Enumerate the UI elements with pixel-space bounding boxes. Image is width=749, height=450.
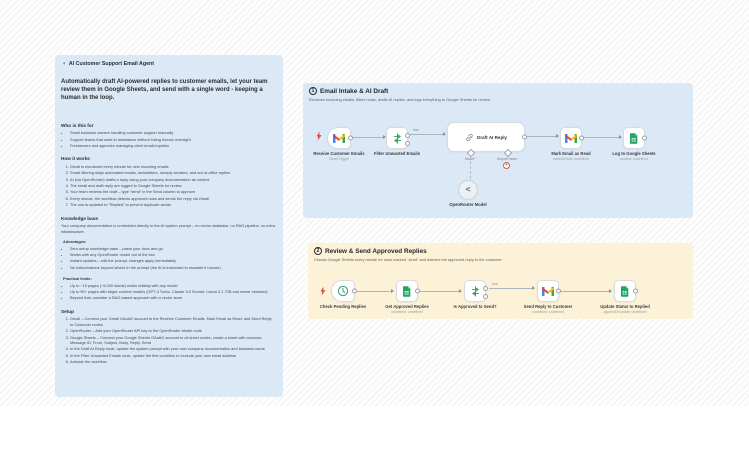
node-label: OpenRouter Model <box>449 202 487 207</box>
sticky-section-review-send[interactable] <box>308 243 693 319</box>
arrowhead-icon <box>532 286 535 290</box>
node-subtitle: markAsRead: undefined <box>552 156 590 161</box>
section-subtitle: Checks Google Sheets every minute for rows marked "send" and delivers the approved reply to the customer. <box>314 257 503 262</box>
node-draft-ai-reply[interactable] <box>447 122 525 152</box>
add-output-parser-button[interactable] <box>503 162 510 169</box>
note-bullet: • Small business owners handling customer support manually <box>70 130 275 136</box>
note-bullet: • Freelancers and agencies managing client email inquiries <box>70 143 275 149</box>
node-label: Log to Google Sheets <box>612 151 656 156</box>
arrowhead-icon <box>556 134 559 138</box>
section-number-badge: 2 <box>314 247 322 255</box>
node-update-status-to-replied[interactable] <box>600 280 650 314</box>
google-sheets-icon <box>621 286 629 297</box>
note-step: 4. In the Draft AI Reply node, update the system prompt with your own company documentation and business name <box>70 346 275 352</box>
output-parser-port-label: Output Parser <box>496 157 518 161</box>
trigger-bolt-icon <box>316 131 322 141</box>
google-sheets-icon <box>630 133 638 144</box>
note-bullet: • Zero-setup knowledge base – paste your docs and go <box>70 246 275 252</box>
note-bullet: • Beyond that, consider a RAG-based approach with a vector store <box>70 295 275 301</box>
section-title: Email Intake & AI Draft <box>320 87 389 95</box>
output-port-false[interactable] <box>405 141 410 146</box>
node-body[interactable] <box>396 280 418 302</box>
output-port[interactable] <box>556 289 561 294</box>
node-subtitle: appendOrUpdate: undefined <box>603 309 647 314</box>
node-label: Update Status to Replied <box>600 304 650 309</box>
node-send-reply-to-customer[interactable] <box>523 280 573 314</box>
note-step: 1. Gmail – Connect your Gmail OAuth2 account to the Receive Customer Emails, Mark Email as Read, and Send Reply to Customer nodes <box>70 316 275 327</box>
note-intro: Automatically draft AI-powered replies to customer emails, let your team review them in Google Sheets, and send with a single word - keeping a human in the loop. <box>61 79 268 101</box>
node-subtitle: append: undefined <box>619 156 649 161</box>
node-openrouter-model[interactable] <box>449 180 487 207</box>
node-label: Mark Email as Read <box>551 151 591 156</box>
note-bullet: • Up to 50+ pages with larger-context models (GPT-4 Turbo, Claude 3.5 Sonnet, Llama 3.1 70B and newer versions) <box>70 289 275 295</box>
output-port[interactable] <box>348 136 353 141</box>
node-body[interactable] <box>614 280 636 302</box>
note-heading-knowledge-base: Knowledge base <box>61 215 98 221</box>
section-number-badge: 1 <box>309 87 317 95</box>
note-title: 📧 AI Customer Support Email Agent <box>61 61 155 67</box>
connection-line <box>584 137 621 138</box>
note-step: 3. AI (via OpenRouter) drafts a reply using your company documentation as context <box>70 177 275 183</box>
output-port[interactable] <box>633 289 638 294</box>
node-body[interactable] <box>331 280 355 302</box>
note-list-setup <box>61 316 275 364</box>
chain-link-icon <box>465 133 474 142</box>
gmail-icon <box>542 287 554 296</box>
note-list-advantages <box>61 246 275 271</box>
note-step: 4. The email and draft reply are logged to Google Sheets for review <box>70 183 275 189</box>
branch-arrows-icon <box>470 286 481 297</box>
node-is-approved-to-send[interactable] <box>453 280 497 309</box>
note-step: 1. Gmail is monitored every minute for new incoming emails <box>70 164 275 170</box>
note-bullet: • Instant updates – edit the prompt, changes apply immediately <box>70 258 275 264</box>
required-marker: * <box>473 157 476 161</box>
sticky-section-email-intake[interactable] <box>303 83 693 218</box>
node-caption <box>592 151 676 161</box>
node-mark-email-as-read[interactable] <box>551 127 591 161</box>
arrowhead-icon <box>609 289 612 293</box>
node-label: Check Pending Replies <box>319 304 367 309</box>
node-label: Receive Customer Emails <box>313 151 365 156</box>
node-body[interactable] <box>447 122 525 152</box>
output-port[interactable] <box>522 135 527 140</box>
note-step: 5. In the Filter Unwanted Emails node, update the first condition to exclude your own email address <box>70 353 275 359</box>
connection-line <box>410 134 445 135</box>
node-label: Filter Unwanted Emails <box>373 151 421 156</box>
trigger-bolt-icon <box>320 286 326 296</box>
note-step: 2. OpenRouter – Add your OpenRouter API key to the OpenRouter Model node <box>70 328 275 334</box>
connection-line <box>527 136 558 137</box>
node-log-to-google-sheets[interactable] <box>612 127 656 161</box>
branch-arrows-icon <box>392 133 403 144</box>
node-body[interactable] <box>464 280 486 302</box>
node-caption <box>426 202 510 207</box>
output-port[interactable] <box>642 136 647 141</box>
gmail-icon <box>333 134 345 143</box>
arrowhead-icon <box>443 132 446 136</box>
section-title-row <box>314 247 687 255</box>
arrowhead-icon <box>391 289 394 293</box>
output-port[interactable] <box>579 136 584 141</box>
note-bullet: • Works with any OpenRouter model out of the box <box>70 252 275 258</box>
note-heading-setup: Setup <box>61 308 75 314</box>
note-heading-advantages: Advantages: <box>63 239 87 244</box>
node-body[interactable] <box>623 127 645 149</box>
section-title-row <box>309 87 687 95</box>
node-caption <box>433 304 517 309</box>
node-caption <box>583 304 667 314</box>
arrowhead-icon <box>459 289 462 293</box>
node-body[interactable] <box>458 180 478 200</box>
node-label: Draft AI Reply <box>476 134 508 140</box>
output-port-true[interactable] <box>405 133 410 138</box>
note-knowledge-base-text: Your company documentation is embedded directly in the AI system prompt – no vector database, no RAG pipeline, no extra infrastructure. <box>61 223 275 234</box>
connection-line <box>561 291 611 292</box>
note-heading-how: How it works <box>61 156 90 162</box>
connection-line <box>420 291 461 292</box>
connection-line <box>357 291 393 292</box>
node-subtitle: undefined: undefined <box>532 309 564 314</box>
openrouter-icon: < <box>465 185 471 195</box>
node-caption <box>355 151 439 156</box>
output-port[interactable] <box>352 289 357 294</box>
model-connector-line <box>470 156 471 179</box>
node-body[interactable] <box>560 127 582 149</box>
output-port-true[interactable] <box>483 286 488 291</box>
node-get-approved-replies[interactable] <box>385 280 429 314</box>
note-bullet: • Support teams that want AI assistance without losing human oversight <box>70 137 275 143</box>
node-check-pending-replies[interactable] <box>319 280 367 309</box>
note-step: 2. Smart filtering skips automated emails, newsletters, noreply senders, and out-of-office replies <box>70 170 275 176</box>
node-filter-unwanted-emails[interactable] <box>373 127 421 156</box>
page-background <box>0 406 749 450</box>
google-sheets-icon <box>403 286 411 297</box>
gmail-icon <box>565 134 577 143</box>
node-body[interactable] <box>327 127 351 149</box>
note-list-how <box>61 164 275 208</box>
section-title: Review & Send Approved Replies <box>325 247 427 255</box>
note-step: 3. Google Sheets – Connect your Google Sheets OAuth2 account to all sheet nodes; create a sheet with columns: Message ID, From, Subject, Body, Reply, Send <box>70 335 275 346</box>
note-bullet: • Up to ~10 pages (~5,000 words) works reliably with any model <box>70 283 275 289</box>
note-step: 6. Every minute, the workflow detects approved rows and sends the reply via Gmail <box>70 196 275 202</box>
node-body[interactable] <box>386 127 408 149</box>
note-list-limits <box>61 283 275 301</box>
note-step: 6. Activate the workflow <box>70 359 275 365</box>
note-step: 7. The row is updated to "Replied" to prevent duplicate sends <box>70 202 275 208</box>
node-receive-customer-emails[interactable] <box>313 127 365 161</box>
node-subtitle: Gmail Trigger <box>328 156 350 161</box>
note-step: 5. Your team reviews the draft – type "send" in the Send column to approve <box>70 189 275 195</box>
model-port-label: Model* <box>464 157 476 161</box>
node-label: Get Approved Replies <box>385 304 429 309</box>
output-port-false[interactable] <box>483 294 488 299</box>
clock-icon <box>337 285 349 297</box>
arrowhead-icon <box>619 135 622 139</box>
connection-line <box>353 137 385 138</box>
node-caption <box>506 304 590 314</box>
note-heading-who: Who is this for <box>61 122 94 128</box>
edge-label-true: true <box>413 128 419 132</box>
node-label: Is Approved to Send? <box>453 304 497 309</box>
connection-line <box>489 288 534 289</box>
node-label: Send Reply to Customer <box>523 304 573 309</box>
output-port[interactable] <box>415 289 420 294</box>
edge-label-true: true <box>492 282 498 286</box>
section-subtitle: Receives incoming emails, filters noise, drafts AI replies, and logs everything to Google Sheets for review. <box>309 97 491 102</box>
node-subtitle: undefined: undefined <box>391 309 423 314</box>
node-body[interactable] <box>537 280 559 302</box>
note-heading-limits: Practical limits: <box>63 276 92 282</box>
note-bullet: • No hallucinations beyond what's in the prompt (the AI is instructed to escalate if unsure) <box>70 265 275 271</box>
note-list-who <box>61 130 275 148</box>
sticky-note-documentation[interactable] <box>55 55 283 397</box>
